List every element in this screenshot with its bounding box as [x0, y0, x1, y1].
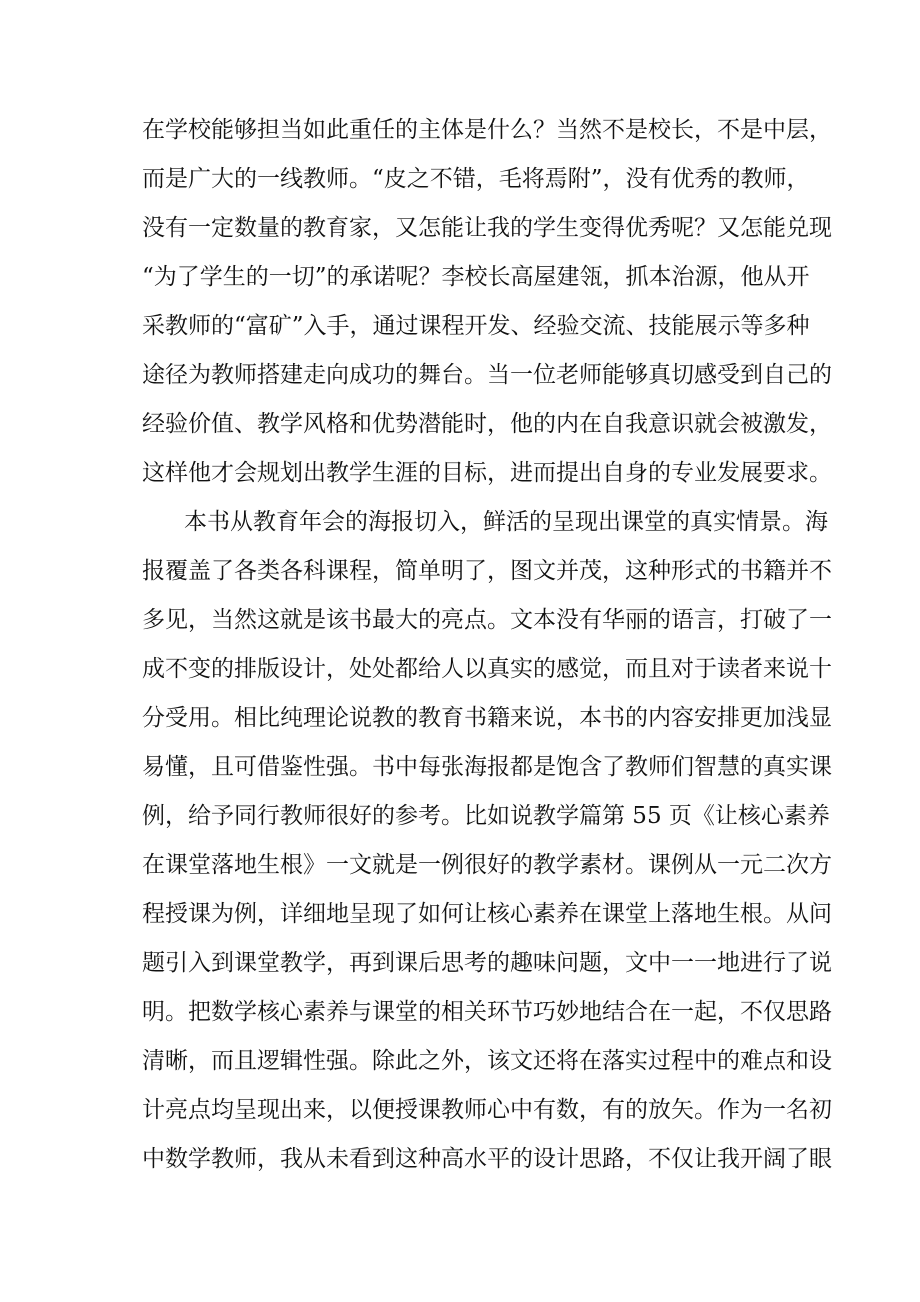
text-line: 而是广大的一线教师。“皮之不错，毛将焉附”，没有优秀的教师，	[142, 166, 810, 192]
text-line: 程授课为例，详细地呈现了如何让核心素养在课堂上落地生根。从问	[142, 901, 832, 927]
text-line: 易懂，且可借鉴性强。书中每张海报都是饱含了教师们智慧的真实课	[142, 754, 832, 780]
text-line: 例，给予同行教师很好的参考。比如说教学篇第 55 页《让核心素养	[142, 803, 830, 829]
text-line: 经验价值、教学风格和优势潜能时，他的内在自我意识就会被激发，	[142, 411, 832, 437]
text-line: 采教师的“富矿”入手，通过课程开发、经验交流、技能展示等多种	[142, 313, 810, 339]
text-line: 中数学教师，我从未看到这种高水平的设计思路，不仅让我开阔了眼	[142, 1146, 832, 1172]
text-line: 明。把数学核心素养与课堂的相关环节巧妙地结合在一起，不仅思路	[142, 999, 832, 1025]
text-line: 途径为教师搭建走向成功的舞台。当一位老师能够真切感受到自己的	[142, 362, 832, 388]
text-line: 多见，当然这就是该书最大的亮点。文本没有华丽的语言，打破了一	[142, 607, 832, 633]
text-line: 题引入到课堂教学，再到课后思考的趣味问题，文中一一地进行了说	[142, 950, 832, 976]
text-line: 报覆盖了各类各科课程，简单明了，图文并茂，这种形式的书籍并不	[142, 558, 832, 584]
text-line: “为了学生的一切”的承诺呢？李校长高屋建瓴，抓本治源，他从开	[142, 264, 810, 290]
text-line: 成不变的排版设计，处处都给人以真实的感觉，而且对于读者来说十	[142, 656, 832, 682]
text-line: 在学校能够担当如此重任的主体是什么？当然不是校长，不是中层，	[142, 117, 832, 143]
text-line: 分受用。相比纯理论说教的教育书籍来说，本书的内容安排更加浅显	[142, 705, 832, 731]
paragraph-first-line: 本书从教育年会的海报切入，鲜活的呈现出课堂的真实情景。海	[184, 509, 828, 535]
text-line: 没有一定数量的教育家，又怎能让我的学生变得优秀呢？又怎能兑现	[142, 215, 832, 241]
text-line: 这样他才会规划出教学生涯的目标，进而提出自身的专业发展要求。	[142, 460, 832, 486]
text-line: 计亮点均呈现出来，以便授课教师心中有数，有的放矢。作为一名初	[142, 1097, 832, 1123]
text-line: 清晰，而且逻辑性强。除此之外，该文还将在落实过程中的难点和设	[142, 1048, 832, 1074]
text-line: 在课堂落地生根》一文就是一例很好的教学素材。课例从一元二次方	[142, 852, 832, 878]
